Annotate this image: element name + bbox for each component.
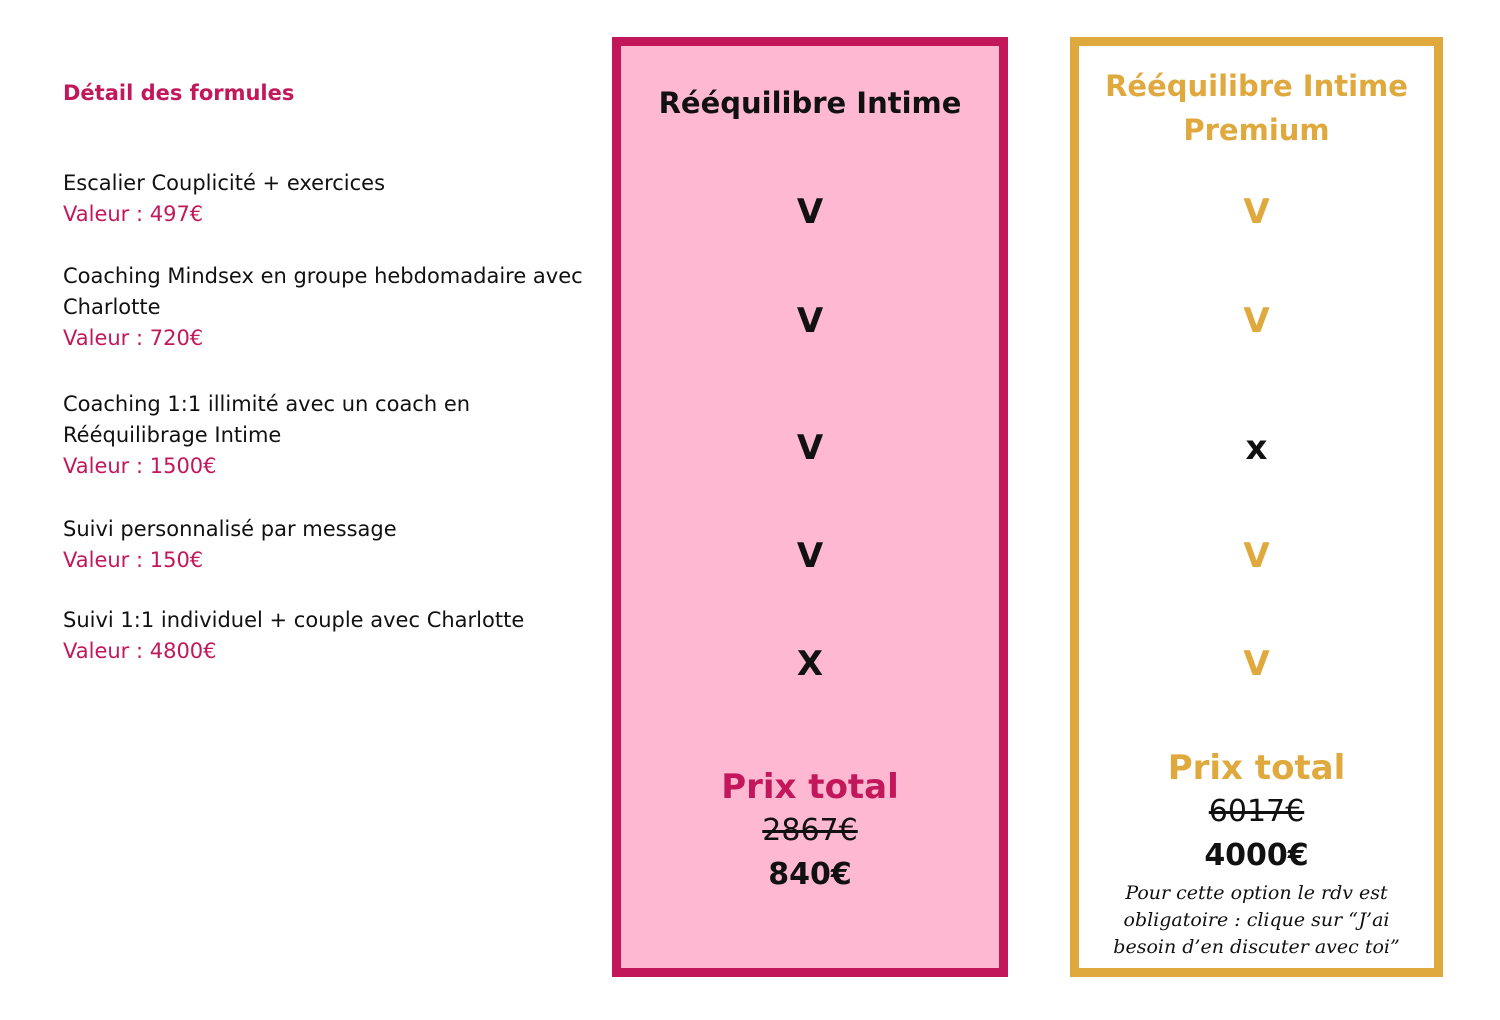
cross-mark: X (796, 644, 824, 684)
check-mark: V (796, 192, 824, 232)
feature-value: Valeur : 720€ (63, 326, 204, 350)
feature-value: Valeur : 150€ (63, 548, 204, 572)
cross-mark: x (1245, 428, 1268, 468)
feature-item (63, 389, 603, 482)
feature-item (63, 605, 603, 667)
check-mark: V (1243, 644, 1270, 684)
price-label: Prix total (721, 767, 899, 807)
old-price: 2867€ (762, 813, 858, 848)
feature-item (63, 514, 603, 576)
check-mark: V (796, 536, 824, 576)
feature-name: Coaching 1:1 illimité avec un coach en Rééquilibrage Intime (63, 392, 471, 447)
feature-item (63, 261, 603, 354)
check-mark: V (1243, 192, 1270, 232)
feature-value: Valeur : 497€ (63, 202, 204, 226)
price-block (1079, 746, 1434, 961)
feature-name: Coaching Mindsex en groupe hebdomadaire avec Charlotte (63, 264, 583, 319)
feature-name: Suivi 1:1 individuel + couple avec Charlotte (63, 608, 525, 632)
new-price: 4000€ (1204, 838, 1309, 873)
feature-name: Suivi personnalisé par message (63, 517, 397, 541)
plan-title: Rééquilibre Intime (658, 86, 962, 120)
feature-item (63, 168, 603, 230)
plan-card-standard (612, 37, 1008, 977)
price-label: Prix total (1167, 748, 1346, 788)
section-title: Détail des formules (63, 81, 295, 105)
check-mark: V (1243, 301, 1270, 341)
booking-note: Pour cette option le rdv est obligatoire : clique sur “J’ai besoin d’en discuter avec toi” (1113, 882, 1400, 958)
old-price: 6017€ (1208, 794, 1305, 829)
feature-value: Valeur : 4800€ (63, 639, 217, 663)
feature-value: Valeur : 1500€ (63, 454, 217, 478)
feature-name: Escalier Couplicité + exercices (63, 171, 386, 195)
plan-title: Rééquilibre Intime Premium (1105, 69, 1408, 147)
check-mark: V (1243, 536, 1270, 576)
check-mark: V (796, 428, 824, 468)
check-mark: V (796, 301, 824, 341)
price-block (621, 765, 999, 897)
plan-card-premium (1070, 37, 1443, 977)
new-price: 840€ (768, 857, 852, 892)
